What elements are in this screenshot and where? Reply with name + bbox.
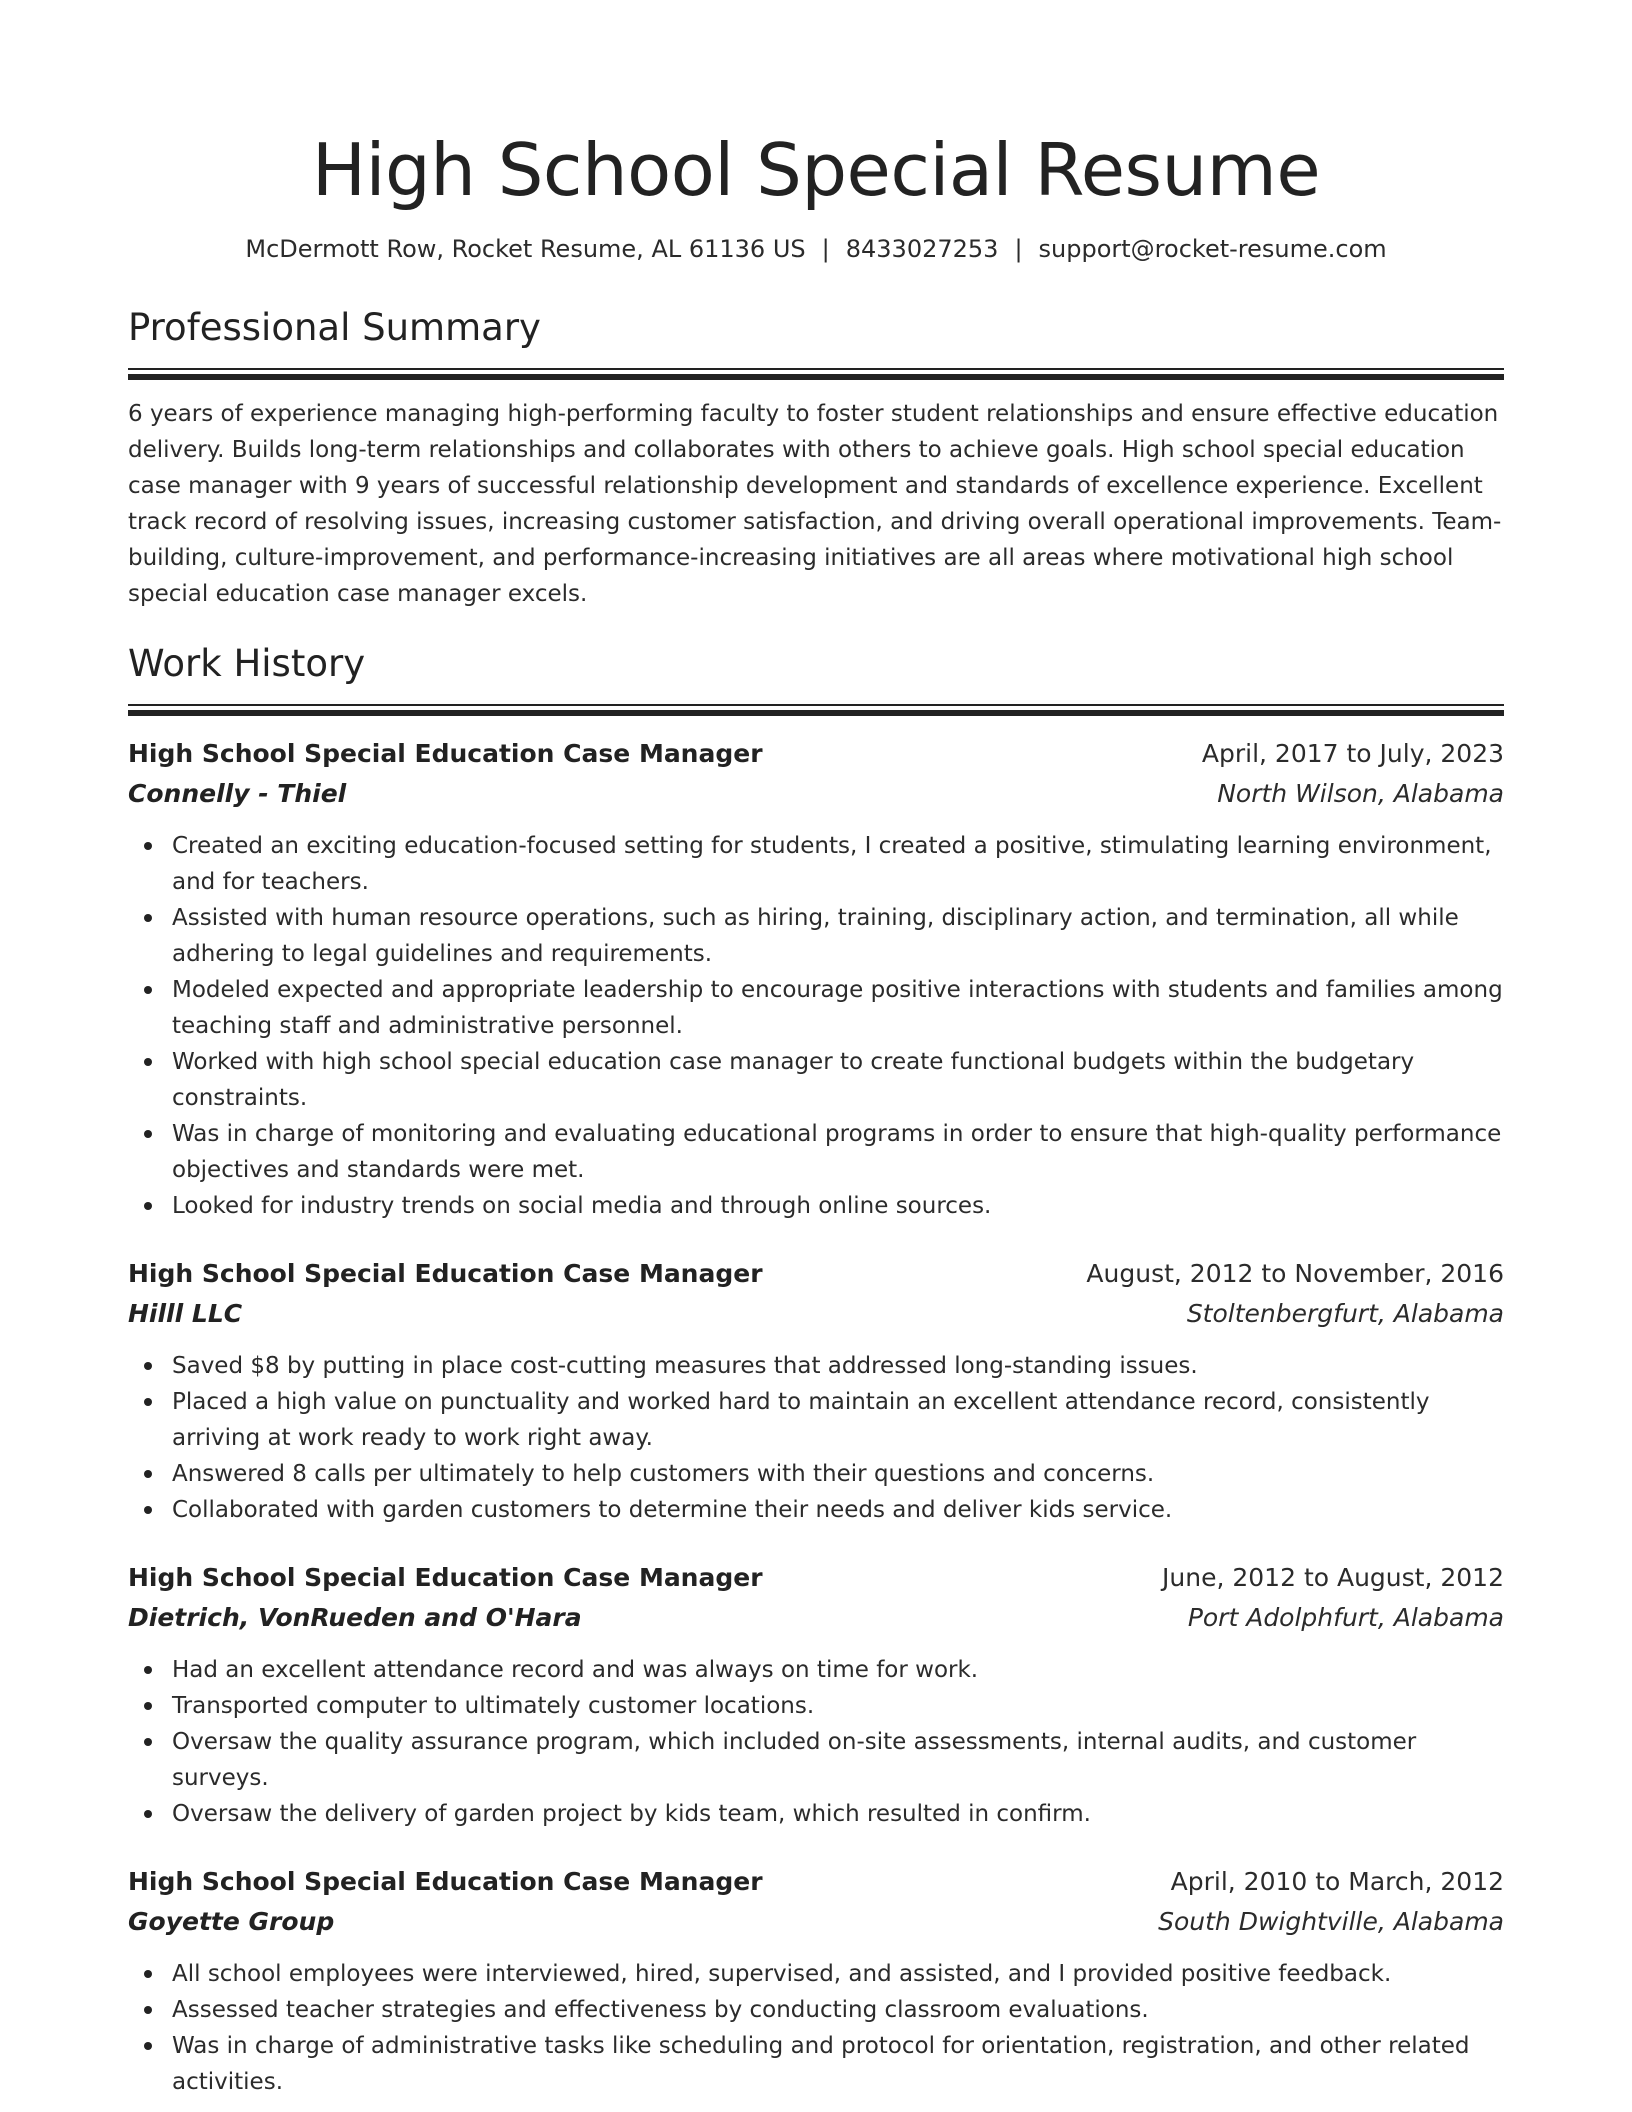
job-company: Dietrich, VonRueden and O'Hara xyxy=(128,1603,582,1632)
job-location: Port Adolphfurt, Alabama xyxy=(1187,1603,1504,1632)
job-bullet: Looked for industry trends on social media and through online sources. xyxy=(172,1188,1504,1224)
job-title: High School Special Education Case Manager xyxy=(128,1259,763,1288)
job-bullet: Collaborated with garden customers to determine their needs and deliver kids service. xyxy=(172,1492,1504,1528)
job-header-row xyxy=(128,1862,1504,1902)
job-bullet-list xyxy=(128,1348,1504,1528)
job-bullet-list xyxy=(128,1652,1504,1832)
job-entry xyxy=(128,1254,1504,1528)
job-bullet: Was in charge of monitoring and evaluating educational programs in order to ensure that high-quality performance objectives and standards were met. xyxy=(172,1116,1504,1188)
job-bullet: Placed a high value on punctuality and worked hard to maintain an excellent attendance record, consistently arriving at work ready to work right away. xyxy=(172,1384,1504,1456)
job-title: High School Special Education Case Manager xyxy=(128,739,763,768)
job-bullet: All school employees were interviewed, hired, supervised, and assisted, and I provided positive feedback. xyxy=(172,1956,1504,1992)
job-bullet-list xyxy=(128,1956,1504,2100)
job-company: Hilll LLC xyxy=(128,1299,243,1328)
job-bullet: Assessed teacher strategies and effectiveness by conducting classroom evaluations. xyxy=(172,1992,1504,2028)
job-bullet: Modeled expected and appropriate leadership to encourage positive interactions with students and families among teaching staff and administrative personnel. xyxy=(172,972,1504,1044)
job-company: Goyette Group xyxy=(128,1907,335,1936)
job-bullet: Had an excellent attendance record and was always on time for work. xyxy=(172,1652,1504,1688)
job-location: North Wilson, Alabama xyxy=(1217,779,1504,808)
job-entry xyxy=(128,734,1504,1224)
contact-address: McDermott Row, Rocket Resume, AL 61136 US xyxy=(245,235,806,263)
job-company-row xyxy=(128,1598,1504,1638)
job-bullet: Was in charge of administrative tasks like scheduling and protocol for orientation, registration, and other related activities. xyxy=(172,2028,1504,2100)
job-location: Stoltenbergfurt, Alabama xyxy=(1186,1299,1504,1328)
resume-name: High School Special Resume xyxy=(311,128,1321,212)
contact-separator: | xyxy=(821,235,830,263)
job-list xyxy=(128,734,1504,2100)
section-title-work: Work History xyxy=(128,642,366,685)
job-location: South Dwightville, Alabama xyxy=(1158,1907,1504,1936)
job-bullet: Answered 8 calls per ultimately to help customers with their questions and concerns. xyxy=(172,1456,1504,1492)
job-header-row xyxy=(128,1254,1504,1294)
job-dates: April, 2017 to July, 2023 xyxy=(1201,739,1504,768)
contact-line xyxy=(128,232,1504,266)
job-company-row xyxy=(128,1902,1504,1942)
job-bullet: Transported computer to ultimately customer locations. xyxy=(172,1688,1504,1724)
job-bullet: Oversaw the quality assurance program, which included on-site assessments, internal audits, and customer surveys. xyxy=(172,1724,1504,1796)
job-bullet: Saved $8 by putting in place cost-cutting measures that addressed long-standing issues. xyxy=(172,1348,1504,1384)
job-dates: April, 2010 to March, 2012 xyxy=(1170,1867,1504,1896)
job-company: Connelly - Thiel xyxy=(128,779,347,808)
job-bullet: Created an exciting education-focused setting for students, I created a positive, stimulating learning environment, and for teachers. xyxy=(172,828,1504,900)
job-dates: June, 2012 to August, 2012 xyxy=(1162,1563,1504,1592)
job-bullet: Assisted with human resource operations, such as hiring, training, disciplinary action, and termination, all while adhering to legal guidelines and requirements. xyxy=(172,900,1504,972)
job-bullet: Oversaw the delivery of garden project by kids team, which resulted in confirm. xyxy=(172,1796,1504,1832)
job-bullet: Worked with high school special education case manager to create functional budgets within the budgetary constraints. xyxy=(172,1044,1504,1116)
job-company-row xyxy=(128,1294,1504,1334)
job-header-row xyxy=(128,734,1504,774)
job-entry xyxy=(128,1558,1504,1832)
section-divider xyxy=(128,704,1504,716)
contact-separator: | xyxy=(1014,235,1023,263)
summary-text: 6 years of experience managing high-performing faculty to foster student relationships and ensure effective education delivery. Builds long-term relationships and collaborates with others to achieve goals. High school special education case manager with 9 years of successful relationship development and standards of excellence experience. Excellent track record of resolving issues, increasing customer satisfaction, and driving overall operational improvements. Team-building, culture-improvement, and performance-increasing initiatives are all areas where motivational high school special education case manager excels. xyxy=(128,401,1502,607)
work-history-section xyxy=(128,640,1504,2100)
professional-summary-section xyxy=(128,304,1504,612)
job-entry xyxy=(128,1862,1504,2100)
job-bullet-list xyxy=(128,828,1504,1224)
contact-email: support@rocket-resume.com xyxy=(1038,235,1387,263)
job-dates: August, 2012 to November, 2016 xyxy=(1086,1259,1504,1288)
section-title-summary: Professional Summary xyxy=(128,306,541,349)
section-divider xyxy=(128,368,1504,380)
resume-page xyxy=(128,0,1504,2100)
contact-phone: 8433027253 xyxy=(845,235,999,263)
job-title: High School Special Education Case Manager xyxy=(128,1867,763,1896)
job-header-row xyxy=(128,1558,1504,1598)
job-company-row xyxy=(128,774,1504,814)
job-title: High School Special Education Case Manager xyxy=(128,1563,763,1592)
